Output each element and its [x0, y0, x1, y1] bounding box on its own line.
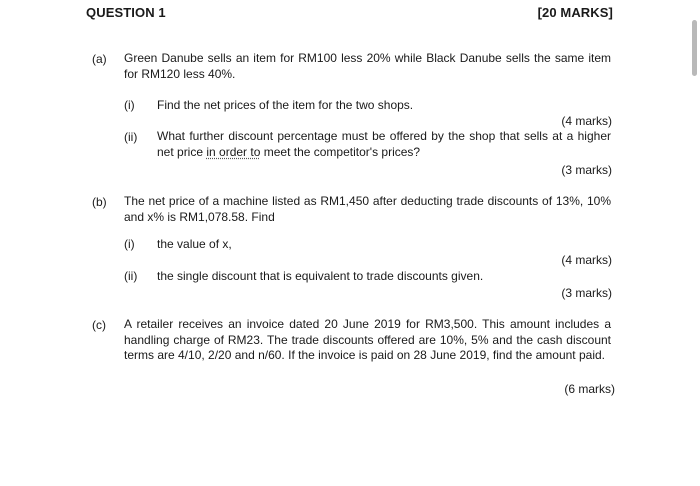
part-b-ii-marks: (3 marks): [561, 286, 612, 300]
part-a-i-marks: (4 marks): [561, 114, 612, 128]
part-c-marks: (6 marks): [564, 382, 615, 396]
part-b-i-marks: (4 marks): [561, 253, 612, 267]
part-a-label: (a): [92, 52, 107, 66]
part-b-i-text: the value of x,: [157, 237, 232, 251]
part-a-text: Green Danube sells an item for RM100 less 20% while Black Danube sells the same item for RM120 less 40%.: [124, 51, 611, 81]
question-title: QUESTION 1: [86, 5, 166, 20]
part-a-i-text: Find the net prices of the item for the two shops.: [157, 98, 414, 112]
part-a-ii-marks: (3 marks): [561, 163, 612, 177]
part-b-text: The net price of a machine listed as RM1,450 after deducting trade discounts of 13%, 10% and x% is RM1,078.58. Find: [124, 194, 611, 224]
part-a-ii-label: (ii): [124, 130, 138, 144]
part-c-label: (c): [92, 318, 106, 332]
total-marks: [20 MARKS]: [537, 5, 613, 20]
part-b-ii-text: the single discount that is equivalent to trade discounts given.: [157, 269, 484, 283]
part-b-i-label: (i): [124, 237, 135, 251]
part-a-ii-text: What further discount percentage must be offered by the shop that sells at a higher net price in order to meet the competitor's prices?: [157, 129, 611, 159]
squiggle-underline: in order to: [206, 144, 261, 159]
scrollbar-thumb[interactable]: [692, 20, 697, 76]
part-b-ii-label: (ii): [124, 269, 138, 283]
question-header: [86, 5, 613, 25]
scrollbar-track[interactable]: [690, 0, 700, 486]
part-c-text: A retailer receives an invoice dated 20 June 2019 for RM3,500. This amount includes a handling charge of RM23. The trade discounts offered are 10%, 5% and the cash discount terms are 4/10, 2/20 and n/60. If the invoice is paid on 28 June 2019, find the amount paid.: [124, 317, 611, 362]
part-a-i-label: (i): [124, 98, 135, 112]
part-b-label: (b): [92, 195, 107, 209]
